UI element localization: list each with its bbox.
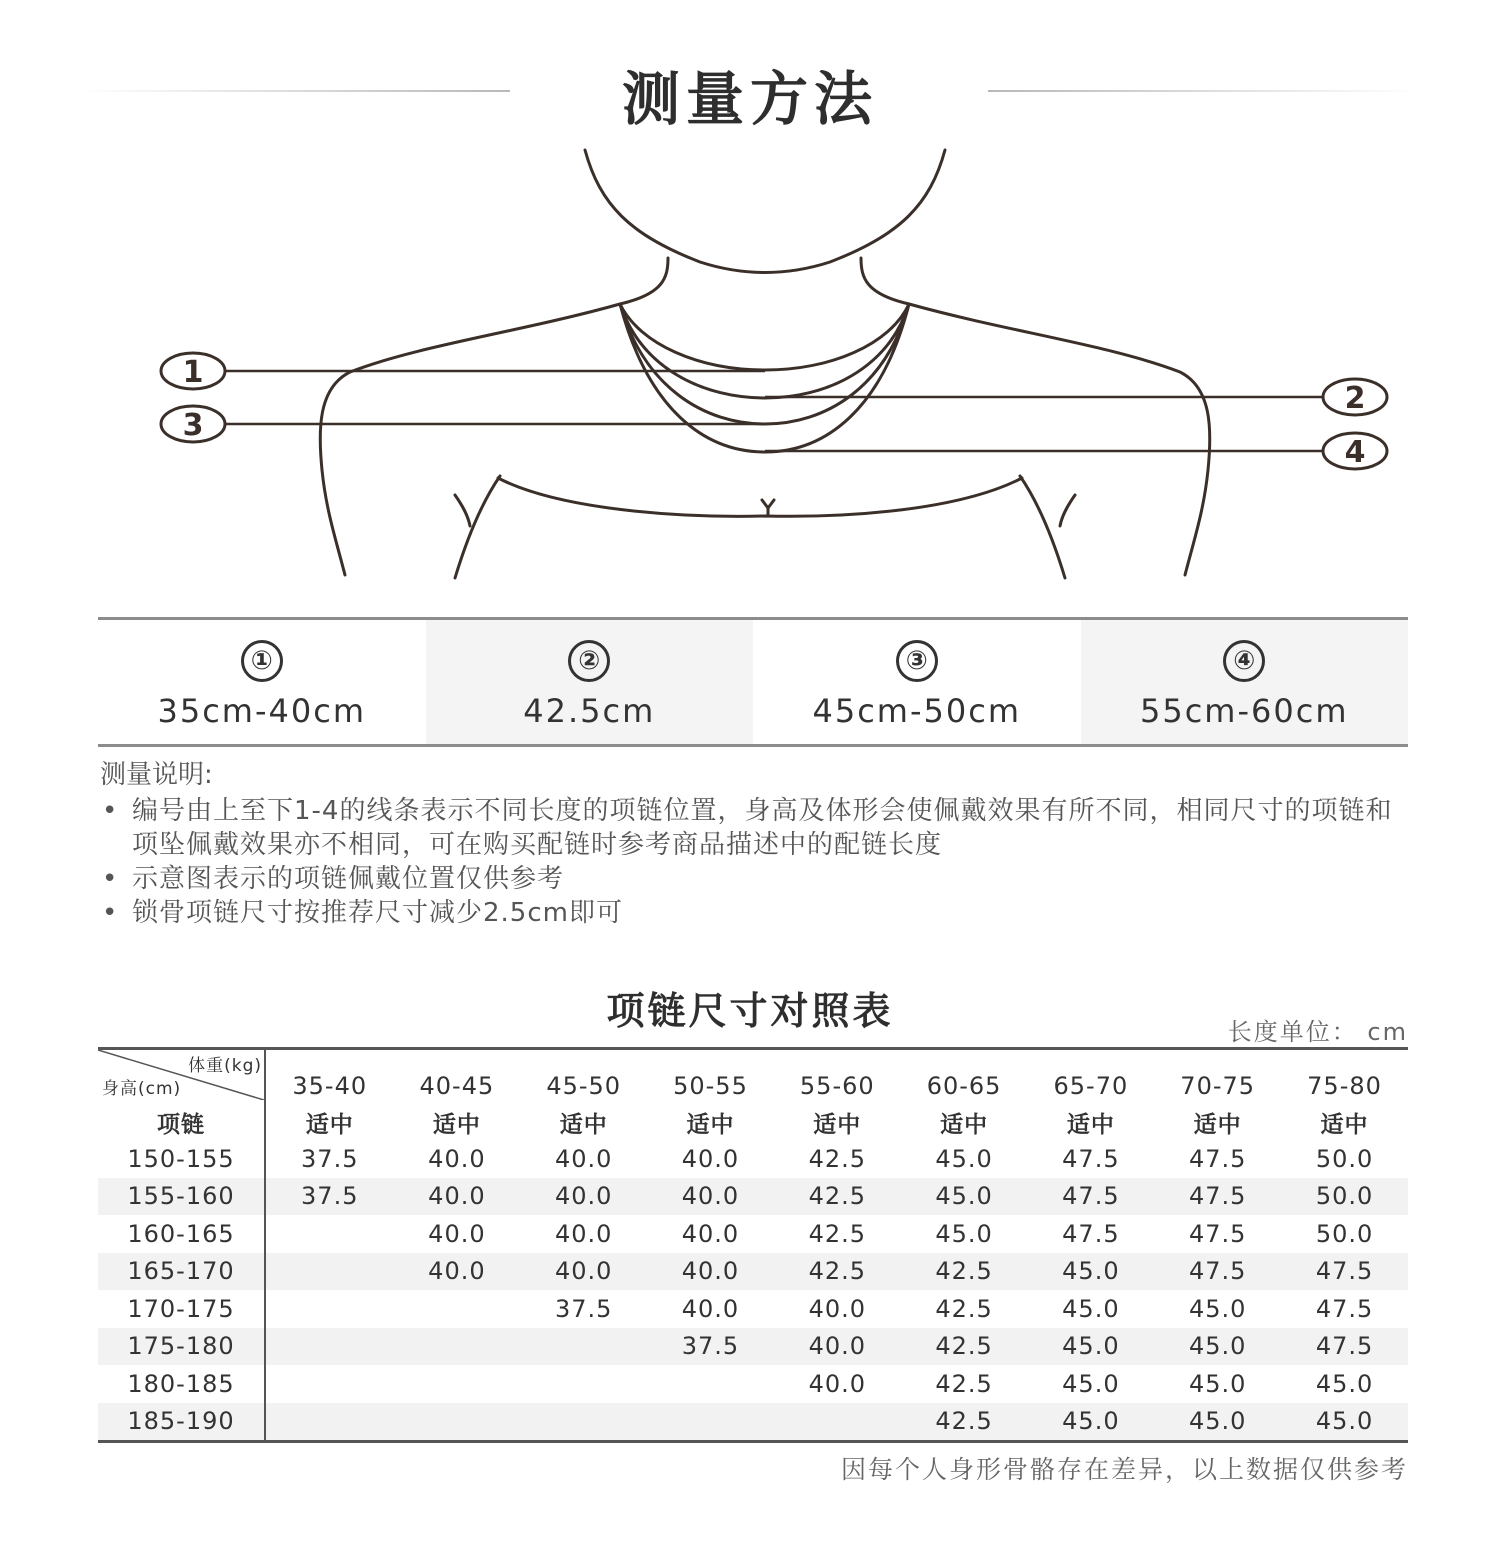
size-value-4: 55cm-60cm	[1139, 692, 1349, 730]
notes-item	[100, 862, 1410, 896]
size-chart-table	[98, 1047, 1408, 1443]
length-cell: 42.5	[935, 1369, 993, 1398]
table-row	[98, 1140, 1408, 1178]
neck-left	[620, 258, 668, 304]
weight-header-row	[98, 1049, 1408, 1105]
length-cell: 45.0	[1027, 1403, 1154, 1442]
shoulder-right	[909, 304, 1210, 575]
length-cell: 40.0	[808, 1369, 866, 1398]
length-cell: 40.0	[681, 1294, 740, 1323]
length-cell	[520, 1365, 647, 1403]
length-cell: 42.5	[901, 1403, 1028, 1442]
length-cell: 42.5	[901, 1328, 1028, 1366]
length-cell: 45.0	[1027, 1253, 1154, 1291]
length-cell	[265, 1290, 394, 1328]
length-cell: 50.0	[1315, 1219, 1374, 1248]
table-row	[98, 1215, 1408, 1253]
length-cell: 45.0	[1315, 1369, 1374, 1398]
marker-4-label: 4	[1344, 435, 1366, 470]
armpit-right-edge	[1060, 495, 1075, 526]
length-cell	[265, 1365, 394, 1403]
notes-item-text: 编号由上至下1-4的线条表示不同长度的项链位置，身高及体形会使佩戴效果有所不同，相同尺寸的项链和项坠佩戴效果亦不相同，可在购买配链时参考商品描述中的配链长度	[132, 796, 1393, 860]
head-outline	[585, 150, 945, 273]
length-cell: 47.5	[1154, 1178, 1281, 1216]
length-cell	[394, 1403, 521, 1442]
length-cell	[647, 1365, 774, 1403]
fit-label: 适中	[813, 1111, 862, 1138]
table-row	[98, 1328, 1408, 1366]
height-range-cell: 170-175	[98, 1290, 265, 1328]
bullet-icon: •	[102, 898, 119, 928]
length-cell: 37.5	[554, 1294, 613, 1323]
weight-header: 70-75	[1180, 1072, 1256, 1100]
length-cell	[265, 1215, 394, 1253]
length-cell: 42.5	[901, 1253, 1028, 1291]
sternum-mark	[762, 500, 774, 516]
size-value-1: 35cm-40cm	[157, 692, 366, 730]
size-number-3: ③	[896, 640, 938, 682]
length-cell	[774, 1403, 901, 1442]
length-cell: 40.0	[520, 1253, 647, 1291]
length-cell: 47.5	[1154, 1253, 1281, 1291]
size-value-3: 45cm-50cm	[812, 692, 1021, 730]
table-row	[98, 1178, 1408, 1216]
size-cell-2	[426, 620, 754, 744]
weight-header: 65-70	[1053, 1072, 1129, 1100]
necklace-4-chain	[620, 304, 909, 452]
length-cell: 45.0	[901, 1178, 1028, 1216]
size-number-4: ④	[1223, 640, 1265, 682]
notes-item-text: 示意图表示的项链佩戴位置仅供参考	[132, 864, 565, 894]
necklace-illustration	[0, 140, 1500, 600]
length-cell: 47.5	[1188, 1144, 1247, 1173]
bullet-icon: •	[102, 796, 119, 826]
length-cell: 45.0	[1188, 1369, 1247, 1398]
chest-line	[498, 478, 1022, 516]
length-cell: 45.0	[1062, 1369, 1120, 1398]
length-cell	[394, 1328, 521, 1366]
length-cell: 40.0	[681, 1144, 740, 1173]
length-cell: 50.0	[1315, 1144, 1374, 1173]
length-cell: 42.5	[774, 1253, 901, 1291]
weight-header: 45-50	[546, 1072, 622, 1100]
notes-item	[100, 794, 1410, 862]
notes-item-text: 锁骨项链尺寸按推荐尺寸减少2.5cm即可	[132, 898, 623, 928]
height-range-cell: 160-165	[98, 1215, 265, 1253]
length-cell: 45.0	[935, 1219, 993, 1248]
height-range-cell: 165-170	[98, 1253, 265, 1291]
length-cell: 40.0	[428, 1219, 486, 1248]
size-cell-3	[753, 620, 1081, 744]
weight-header: 40-45	[419, 1072, 495, 1100]
size-number-1: ①	[241, 640, 283, 682]
weight-header: 60-65	[926, 1072, 1002, 1100]
length-cell: 40.0	[520, 1178, 647, 1216]
length-cell: 45.0	[935, 1144, 993, 1173]
table-row	[98, 1253, 1408, 1291]
length-cell	[394, 1365, 521, 1403]
length-cell: 47.5	[1027, 1178, 1154, 1216]
neck-right	[861, 258, 909, 304]
armpit-left-edge	[455, 495, 470, 526]
height-range-cell: 175-180	[98, 1328, 265, 1366]
length-cell: 40.0	[808, 1294, 866, 1323]
length-cell	[265, 1253, 394, 1291]
weight-header: 50-55	[673, 1072, 748, 1100]
marker-1-label: 1	[182, 355, 204, 390]
bullet-icon: •	[102, 864, 119, 894]
length-cell	[520, 1403, 647, 1442]
length-cell: 45.0	[1062, 1294, 1120, 1323]
length-cell: 37.5	[301, 1144, 359, 1173]
marker-2-label: 2	[1344, 381, 1366, 416]
page-title: 测量方法	[621, 65, 878, 133]
title-divider-right	[988, 90, 1418, 92]
length-cell: 42.5	[808, 1144, 866, 1173]
table-row	[98, 1365, 1408, 1403]
length-cell	[647, 1403, 774, 1442]
armpit-left	[455, 476, 500, 578]
length-cell: 45.0	[1154, 1403, 1281, 1442]
length-cell: 47.5	[1281, 1253, 1408, 1291]
length-cell: 45.0	[1281, 1403, 1408, 1442]
length-cell: 37.5	[647, 1328, 774, 1366]
necklace-1-chain	[620, 304, 909, 370]
fit-label: 适中	[1066, 1111, 1115, 1138]
marker-3-label: 3	[182, 408, 204, 443]
length-cell: 40.0	[647, 1178, 774, 1216]
length-cell	[520, 1328, 647, 1366]
length-cell: 47.5	[1315, 1294, 1374, 1323]
length-cell: 45.0	[1188, 1294, 1247, 1323]
size-chart-body	[98, 1140, 1408, 1442]
weight-header: 75-80	[1307, 1072, 1382, 1100]
unit-note: 长度单位： cm	[1227, 1018, 1408, 1046]
size-cell-4	[1081, 620, 1409, 744]
length-cell: 40.0	[428, 1144, 486, 1173]
length-cell: 40.0	[647, 1253, 774, 1291]
table-row	[98, 1403, 1408, 1442]
weight-header: 55-60	[799, 1072, 875, 1100]
corner-weight-label: 体重(kg)	[188, 1056, 262, 1076]
fit-label: 适中	[940, 1111, 989, 1138]
corner-header	[98, 1049, 265, 1105]
length-cell: 37.5	[265, 1178, 394, 1216]
notes-item	[100, 896, 1410, 930]
length-cell: 45.0	[1027, 1328, 1154, 1366]
length-cell: 42.5	[808, 1219, 866, 1248]
notes-heading: 测量说明:	[100, 760, 213, 790]
length-cell: 40.0	[554, 1144, 613, 1173]
notes-list	[100, 794, 1410, 930]
table-title: 项链尺寸对照表	[606, 989, 894, 1033]
height-range-cell: 180-185	[98, 1365, 265, 1403]
length-cell: 47.5	[1062, 1219, 1120, 1248]
size-value-2: 42.5cm	[523, 692, 656, 730]
height-range-cell: 150-155	[98, 1140, 265, 1178]
length-cell: 47.5	[1062, 1144, 1120, 1173]
fit-label: 适中	[1193, 1111, 1242, 1138]
length-cell: 50.0	[1281, 1178, 1408, 1216]
row-label-header: 项链	[98, 1104, 265, 1140]
height-range-cell: 185-190	[98, 1403, 265, 1442]
length-cell: 47.5	[1188, 1219, 1247, 1248]
fit-label: 适中	[1320, 1111, 1369, 1138]
length-cell	[394, 1290, 521, 1328]
size-cell-1	[98, 620, 426, 744]
length-cell: 47.5	[1281, 1328, 1408, 1366]
length-cell: 40.0	[681, 1219, 740, 1248]
length-cell	[265, 1403, 394, 1442]
fit-label: 适中	[686, 1111, 735, 1138]
fit-header-row	[98, 1104, 1408, 1140]
length-cell: 40.0	[554, 1219, 613, 1248]
height-range-cell: 155-160	[98, 1178, 265, 1216]
fit-label: 适中	[559, 1111, 608, 1138]
length-cell: 42.5	[774, 1178, 901, 1216]
fit-label: 适中	[305, 1111, 354, 1138]
measurement-notes	[100, 758, 1410, 930]
size-legend	[98, 617, 1408, 747]
length-cell	[265, 1328, 394, 1366]
title-row	[0, 50, 1500, 140]
length-cell: 45.0	[1154, 1328, 1281, 1366]
weight-header: 35-40	[292, 1072, 368, 1100]
armpit-right	[1020, 476, 1065, 578]
length-cell: 40.0	[774, 1328, 901, 1366]
length-cell: 40.0	[394, 1178, 521, 1216]
length-cell: 42.5	[935, 1294, 993, 1323]
size-number-2: ②	[568, 640, 610, 682]
length-cell: 40.0	[394, 1253, 521, 1291]
fit-label: 适中	[432, 1111, 481, 1138]
table-row	[98, 1290, 1408, 1328]
corner-height-label: 身高(cm)	[102, 1079, 182, 1099]
footer-note: 因每个人身形骨骼存在差异，以上数据仅供参考	[840, 1455, 1408, 1484]
